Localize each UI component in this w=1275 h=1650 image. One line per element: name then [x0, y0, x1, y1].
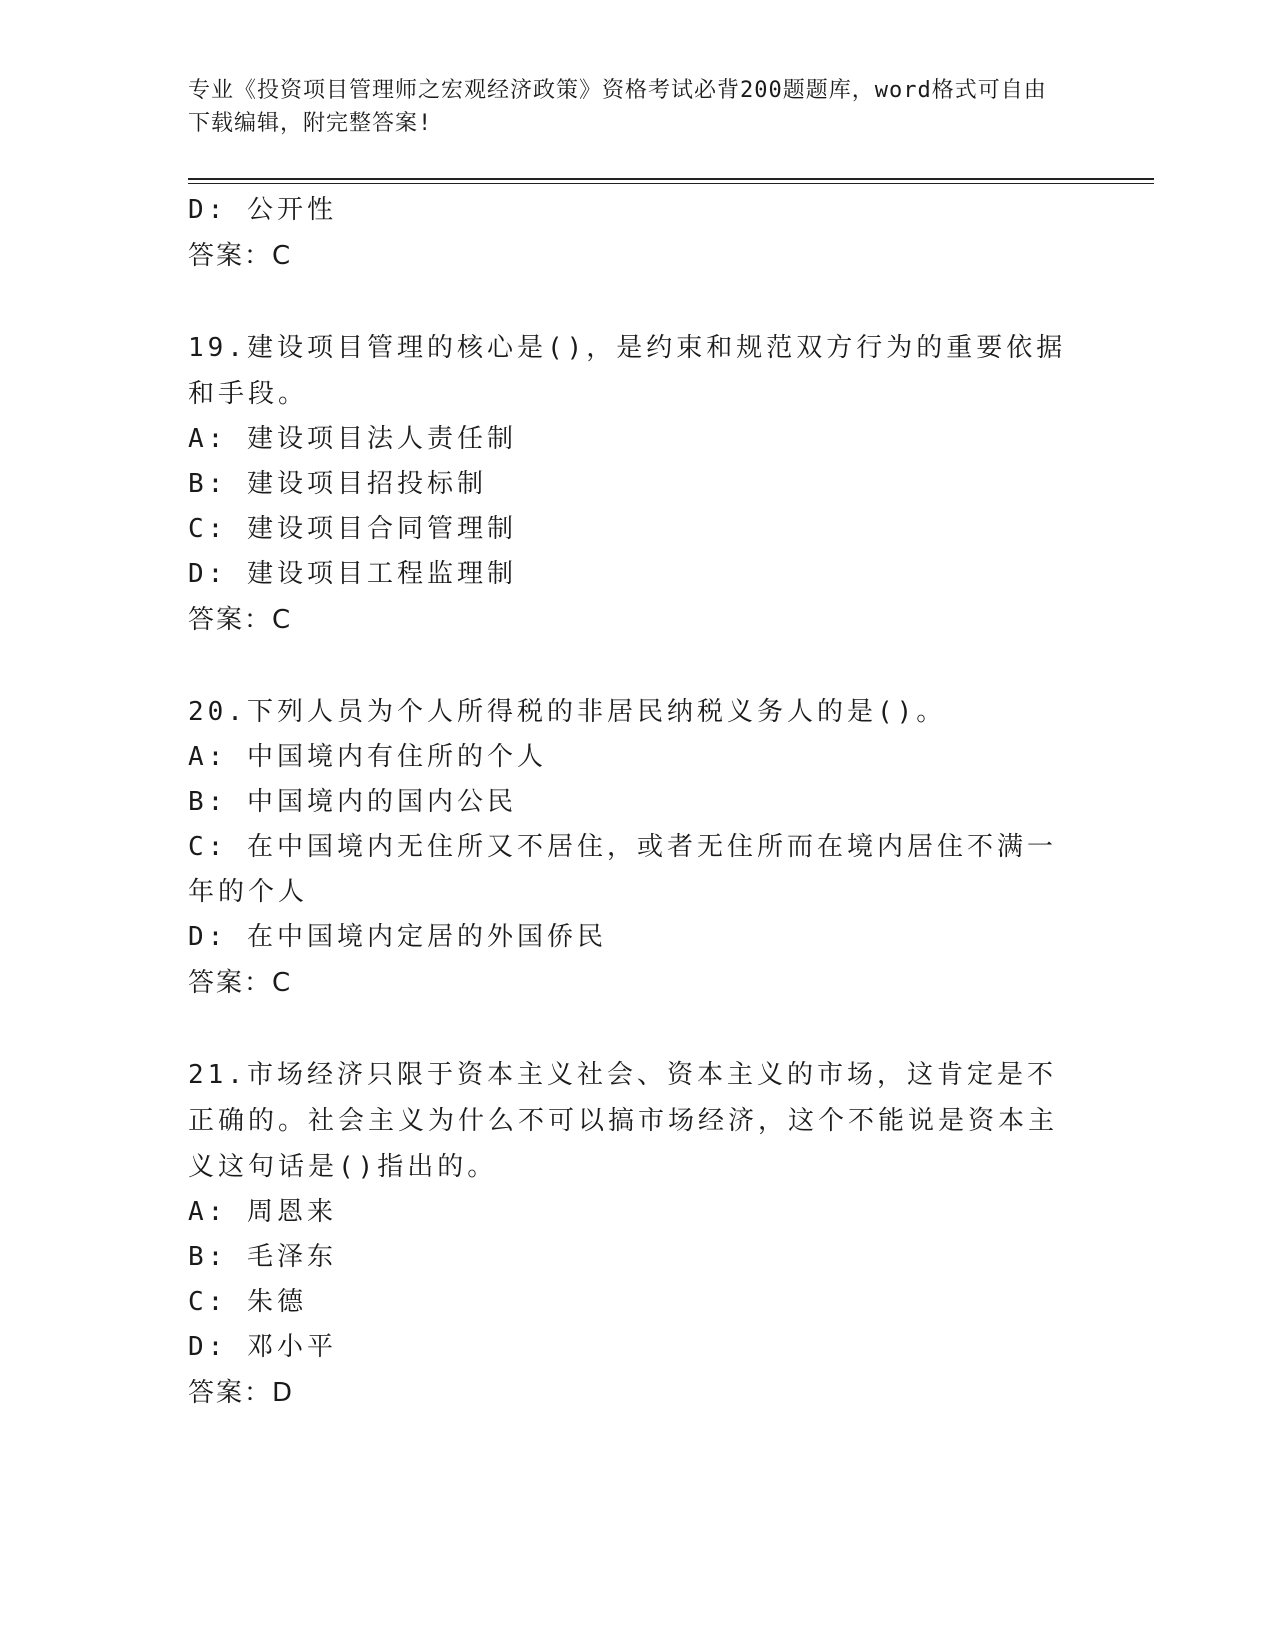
option-c: C: 在中国境内无住所又不居住，或者无住所而在境内居住不满一年的个人	[188, 832, 1057, 907]
question-text: 19.建设项目管理的核心是()，是约束和规范双方行为的重要依据和手段。	[188, 333, 1067, 409]
option-c: C: 建设项目合同管理制	[188, 514, 517, 544]
option-b: B: 毛泽东	[188, 1242, 337, 1272]
option-d: D: 在中国境内定居的外国侨民	[188, 922, 607, 952]
option-a: A: 建设项目法人责任制	[188, 424, 517, 454]
option-a: A: 周恩来	[188, 1197, 337, 1227]
question-21	[188, 1052, 1078, 1416]
document-title: 专业《投资项目管理师之宏观经济政策》资格考试必背200题题库，word格式可自由下载编辑，附完整答案!	[188, 78, 1047, 136]
answer: 答案：C	[188, 605, 293, 635]
answer: 答案：D	[188, 1378, 295, 1408]
question-20	[188, 689, 1078, 1006]
header-divider	[188, 178, 1154, 184]
answer: 答案：C	[188, 968, 293, 998]
question-list	[188, 188, 1078, 1416]
page-header	[188, 74, 1068, 140]
question-text: 21.市场经济只限于资本主义社会、资本主义的市场，这肯定是不正确的。社会主义为什么不可以搞市场经济，这个不能说是资本主义这句话是()指出的。	[188, 1060, 1059, 1182]
option-b: B: 建设项目招投标制	[188, 469, 487, 499]
answer: 答案：C	[188, 241, 293, 271]
option-d: D: 邓小平	[188, 1332, 337, 1362]
option-a: A: 中国境内有住所的个人	[188, 742, 547, 772]
question-19	[188, 325, 1078, 643]
option-d: D: 建设项目工程监理制	[188, 559, 517, 589]
option-d: D: 公开性	[188, 195, 337, 225]
question-text: 20.下列人员为个人所得税的非居民纳税义务人的是()。	[188, 697, 947, 727]
option-b: B: 中国境内的国内公民	[188, 787, 517, 817]
option-c: C: 朱德	[188, 1287, 307, 1317]
carryover-question	[188, 188, 1078, 279]
